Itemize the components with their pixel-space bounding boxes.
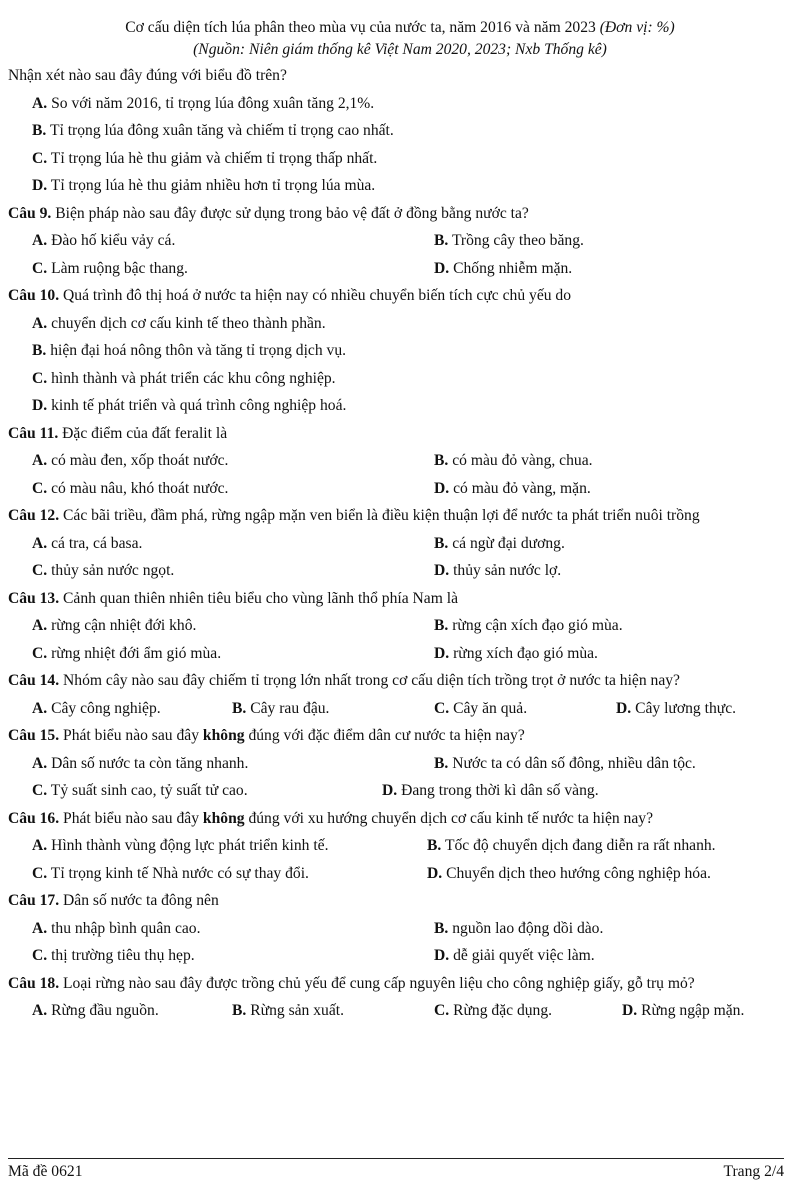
option-b[interactable]: B. nguồn lao động dồi dào. — [434, 919, 604, 937]
option-d[interactable]: D. Tỉ trọng lúa hè thu giảm nhiều hơn tỉ trọng lúa mùa. — [32, 177, 376, 194]
option-a[interactable]: A. So với năm 2016, tỉ trọng lúa đông xuân tăng 2,1%. — [32, 94, 375, 112]
option-c[interactable]: C. thị trường tiêu thụ hẹp. — [32, 947, 195, 964]
option-row — [8, 557, 784, 585]
option-a[interactable]: A. thu nhập bình quân cao. — [32, 919, 201, 937]
option-b[interactable]: B. Rừng sản xuất. — [232, 1002, 344, 1019]
option-row — [8, 640, 784, 668]
option-a[interactable]: A. rừng cận nhiệt đới khô. — [32, 617, 197, 634]
option-b[interactable]: B. hiện đại hoá nông thôn và tăng tỉ trọng dịch vụ. — [32, 342, 347, 359]
option-row — [8, 392, 784, 420]
option-b[interactable]: B. có màu đỏ vàng, chua. — [434, 452, 593, 469]
question-11-stem: Câu 11. Đặc điểm của đất feralit là — [8, 424, 228, 442]
option-c[interactable]: C. Tỉ trọng kinh tế Nhà nước có sự thay đổi. — [32, 864, 309, 882]
option-row — [8, 777, 784, 805]
question-15-stem: Câu 15. Phát biểu nào sau đây không đúng với đặc điểm dân cư nước ta hiện nay? — [8, 727, 525, 744]
option-row — [8, 530, 784, 558]
option-d[interactable]: D. kinh tế phát triển và quá trình công nghiệp hoá. — [32, 397, 347, 414]
option-row — [8, 832, 784, 860]
option-row — [8, 365, 784, 393]
option-row — [8, 227, 784, 255]
option-a[interactable]: A. Đào hố kiểu vảy cá. — [32, 232, 176, 249]
question-17-stem: Câu 17. Dân số nước ta đông nên — [8, 892, 219, 909]
question-8-stem: Nhận xét nào sau đây đúng với biểu đồ trên? — [8, 67, 287, 84]
option-a[interactable]: A. Dân số nước ta còn tăng nhanh. — [32, 754, 249, 772]
option-d[interactable]: D. Chuyển dịch theo hướng công nghiệp hóa. — [427, 864, 711, 882]
option-row — [8, 310, 784, 338]
option-b[interactable]: B. Nước ta có dân số đông, nhiều dân tộc. — [434, 754, 696, 772]
option-row — [8, 90, 784, 118]
question-12-stem: Câu 12. Các bãi triều, đầm phá, rừng ngập mặn ven biển là điều kiện thuận lợi để nước ta phát triển nuôi trồng — [8, 507, 700, 524]
option-b[interactable]: B. Cây rau đậu. — [232, 699, 330, 717]
option-d[interactable]: D. có màu đỏ vàng, mặn. — [434, 479, 591, 497]
option-a[interactable]: A. Hình thành vùng động lực phát triển kinh tế. — [32, 837, 329, 854]
caption-source: (Nguồn: Niên giám thống kê Việt Nam 2020, 2023; Nxb Thống kê) — [193, 41, 607, 58]
option-a[interactable]: A. cá tra, cá basa. — [32, 534, 143, 552]
question-10-stem: Câu 10. Quá trình đô thị hoá ở nước ta hiện nay có nhiều chuyển biến tích cực chủ yếu do — [8, 287, 572, 304]
option-row — [8, 860, 784, 888]
option-row — [8, 145, 784, 173]
option-c[interactable]: C. Tỷ suất sinh cao, tỷ suất tử cao. — [32, 782, 248, 799]
option-row — [8, 997, 784, 1025]
option-row — [8, 612, 784, 640]
option-b[interactable]: B. cá ngừ đại dương. — [434, 534, 565, 552]
option-a[interactable]: A. có màu đen, xốp thoát nước. — [32, 452, 229, 469]
option-c[interactable]: C. Rừng đặc dụng. — [434, 1002, 553, 1019]
footer-divider — [8, 1158, 784, 1159]
option-d[interactable]: D. Rừng ngập mặn. — [622, 1002, 745, 1019]
option-d[interactable]: D. Chống nhiễm mặn. — [434, 259, 573, 277]
option-c[interactable]: C. thủy sản nước ngọt. — [32, 562, 175, 579]
option-row — [8, 942, 784, 970]
page-number: Trang 2/4 — [723, 1163, 784, 1180]
option-b[interactable]: B. Trồng cây theo băng. — [434, 232, 584, 249]
option-row — [8, 117, 784, 145]
option-a[interactable]: A. Rừng đầu nguồn. — [32, 1002, 159, 1019]
option-c[interactable]: C. Làm ruộng bậc thang. — [32, 259, 188, 277]
question-16-stem: Câu 16. Phát biểu nào sau đây không đúng với xu hướng chuyển dịch cơ cấu kinh tế nước ta hiện nay? — [8, 809, 653, 827]
question-14-stem: Câu 14. Nhóm cây nào sau đây chiếm tỉ trọng lớn nhất trong cơ cấu diện tích trồng trọt ở nước ta hiện nay? — [8, 672, 680, 689]
option-d[interactable]: D. Đang trong thời kì dân số vàng. — [382, 782, 599, 799]
option-row — [8, 915, 784, 943]
option-c[interactable]: C. rừng nhiệt đới ẩm gió mùa. — [32, 644, 222, 662]
option-row — [8, 695, 784, 723]
option-row — [8, 337, 784, 365]
option-c[interactable]: C. Tỉ trọng lúa hè thu giảm và chiếm tỉ trọng thấp nhất. — [32, 149, 378, 167]
option-a[interactable]: A. Cây công nghiệp. — [32, 699, 161, 717]
option-row — [8, 172, 784, 200]
option-b[interactable]: B. Tốc độ chuyển dịch đang diễn ra rất nhanh. — [427, 837, 716, 854]
exam-code: Mã đề 0621 — [8, 1163, 83, 1180]
option-d[interactable]: D. dễ giải quyết việc làm. — [434, 947, 595, 964]
option-row — [8, 255, 784, 283]
option-row — [8, 750, 784, 778]
caption-unit: (Đơn vị: %) — [599, 19, 675, 36]
option-b[interactable]: B. rừng cận xích đạo gió mùa. — [434, 617, 623, 634]
option-c[interactable]: C. hình thành và phát triển các khu công nghiệp. — [32, 369, 336, 387]
option-d[interactable]: D. Cây lương thực. — [616, 699, 737, 717]
question-9-stem: Câu 9. Biện pháp nào sau đây được sử dụng trong bảo vệ đất ở đồng bằng nước ta? — [8, 204, 529, 222]
option-b[interactable]: B. Tỉ trọng lúa đông xuân tăng và chiếm tỉ trọng cao nhất. — [32, 122, 394, 139]
option-c[interactable]: C. Cây ăn quả. — [434, 699, 528, 717]
option-d[interactable]: D. thủy sản nước lợ. — [434, 562, 562, 579]
option-d[interactable]: D. rừng xích đạo gió mùa. — [434, 644, 598, 662]
question-list — [8, 62, 784, 1025]
option-a[interactable]: A. chuyển dịch cơ cấu kinh tế theo thành phần. — [32, 314, 326, 332]
chart-caption — [0, 17, 800, 39]
option-c[interactable]: C. có màu nâu, khó thoát nước. — [32, 479, 229, 497]
option-row — [8, 475, 784, 503]
question-13-stem: Câu 13. Cảnh quan thiên nhiên tiêu biểu cho vùng lãnh thổ phía Nam là — [8, 589, 458, 607]
option-row — [8, 447, 784, 475]
question-18-stem: Câu 18. Loại rừng nào sau đây được trồng chủ yếu để cung cấp nguyên liệu cho công nghiệp giấy, gỗ trụ mỏ? — [8, 974, 695, 992]
caption-title: Cơ cấu diện tích lúa phân theo mùa vụ của nước ta, năm 2016 và năm 2023 — [125, 19, 596, 36]
